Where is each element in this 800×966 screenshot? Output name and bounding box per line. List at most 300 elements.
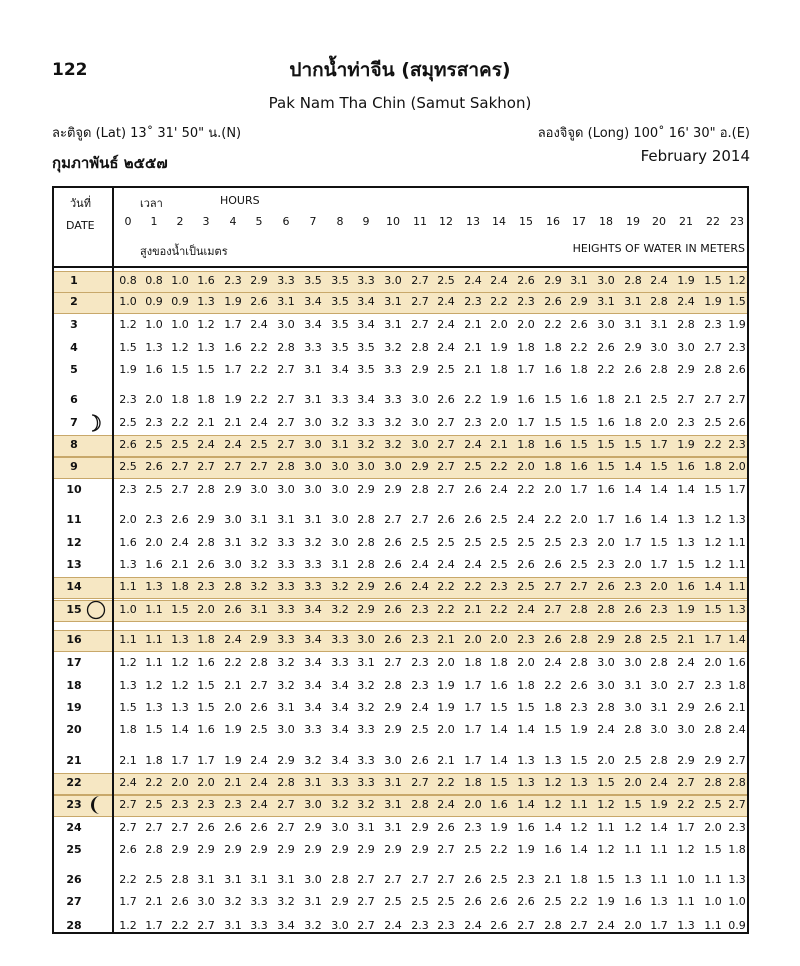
date-cell: 10 xyxy=(66,483,82,496)
height-cell: 2.5 xyxy=(650,393,668,406)
height-cell: 2.5 xyxy=(145,438,163,451)
height-cell: 1.5 xyxy=(704,843,722,856)
height-cell: 3.2 xyxy=(277,895,295,908)
height-cell: 2.8 xyxy=(704,776,722,789)
height-cell: 1.6 xyxy=(544,843,562,856)
hour-label: 14 xyxy=(492,215,506,228)
height-cell: 1.7 xyxy=(677,821,695,834)
height-cell: 2.0 xyxy=(704,656,722,669)
height-cell: 1.7 xyxy=(517,416,535,429)
height-cell: 1.5 xyxy=(171,603,189,616)
height-cell: 2.9 xyxy=(357,843,375,856)
height-cell: 2.3 xyxy=(145,416,163,429)
height-cell: 1.5 xyxy=(119,341,137,354)
height-cell: 1.2 xyxy=(597,843,615,856)
height-cell: 3.4 xyxy=(357,318,375,331)
height-cell: 3.4 xyxy=(331,679,349,692)
height-cell: 2.1 xyxy=(464,318,482,331)
height-cell: 1.6 xyxy=(597,483,615,496)
height-cell: 1.3 xyxy=(570,776,588,789)
height-cell: 1.9 xyxy=(517,843,535,856)
height-cell: 2.1 xyxy=(464,363,482,376)
height-cell: 2.2 xyxy=(490,603,508,616)
height-cell: 1.5 xyxy=(570,754,588,767)
height-cell: 2.3 xyxy=(464,821,482,834)
height-cell: 2.8 xyxy=(570,603,588,616)
height-cell: 2.4 xyxy=(250,318,268,331)
height-cell: 1.9 xyxy=(437,701,455,714)
height-cell: 2.6 xyxy=(411,754,429,767)
height-cell: 2.4 xyxy=(490,483,508,496)
height-cell: 1.3 xyxy=(197,295,215,308)
height-cell: 2.3 xyxy=(119,483,137,496)
height-cell: 2.3 xyxy=(197,580,215,593)
height-cell: 3.4 xyxy=(331,701,349,714)
height-cell: 2.5 xyxy=(570,558,588,571)
height-cell: 3.0 xyxy=(224,513,242,526)
height-cell: 1.0 xyxy=(119,603,137,616)
height-cell: 1.6 xyxy=(490,798,508,811)
date-cell: 4 xyxy=(70,341,78,354)
height-cell: 1.8 xyxy=(197,393,215,406)
height-cell: 1.5 xyxy=(197,363,215,376)
height-cell: 2.1 xyxy=(224,416,242,429)
height-cell: 1.5 xyxy=(624,798,642,811)
height-cell: 3.2 xyxy=(331,416,349,429)
table-frame xyxy=(52,186,749,934)
date-cell: 5 xyxy=(70,363,78,376)
height-cell: 2.0 xyxy=(171,776,189,789)
height-cell: 2.5 xyxy=(250,723,268,736)
height-cell: 3.3 xyxy=(331,633,349,646)
height-cell: 2.2 xyxy=(677,798,695,811)
height-cell: 2.4 xyxy=(464,438,482,451)
height-cell: 1.8 xyxy=(171,393,189,406)
height-cell: 3.4 xyxy=(331,363,349,376)
height-cell: 2.6 xyxy=(384,603,402,616)
height-cell: 3.3 xyxy=(304,341,322,354)
height-cell: 1.0 xyxy=(704,895,722,908)
height-cell: 2.5 xyxy=(464,843,482,856)
height-cell: 2.7 xyxy=(544,603,562,616)
height-cell: 3.5 xyxy=(304,274,322,287)
height-cell: 2.3 xyxy=(224,274,242,287)
hour-label: 19 xyxy=(626,215,640,228)
height-cell: 3.0 xyxy=(650,723,668,736)
height-cell: 2.9 xyxy=(677,701,695,714)
height-cell: 2.9 xyxy=(331,843,349,856)
height-cell: 2.9 xyxy=(597,633,615,646)
height-cell: 2.8 xyxy=(145,843,163,856)
height-cell: 3.3 xyxy=(357,274,375,287)
month-thai: กุมภาพันธ์ ๒๕๕๗ xyxy=(52,154,168,172)
height-cell: 2.6 xyxy=(464,873,482,886)
height-cell: 2.5 xyxy=(464,536,482,549)
height-cell: 1.6 xyxy=(517,393,535,406)
height-cell: 1.7 xyxy=(119,895,137,908)
height-cell: 1.3 xyxy=(197,341,215,354)
latitude-label: ละติจูด (Lat) 13˚ 31' 50" น.(N) xyxy=(52,126,242,141)
height-cell: 2.9 xyxy=(331,895,349,908)
height-cell: 1.9 xyxy=(677,274,695,287)
height-cell: 3.3 xyxy=(277,536,295,549)
height-cell: 2.6 xyxy=(197,558,215,571)
height-cell: 2.4 xyxy=(437,318,455,331)
height-cell: 2.2 xyxy=(544,513,562,526)
height-cell: 1.9 xyxy=(677,603,695,616)
date-cell: 21 xyxy=(66,754,82,767)
height-cell: 1.4 xyxy=(570,843,588,856)
hour-label: 9 xyxy=(362,215,370,228)
height-cell: 1.4 xyxy=(544,821,562,834)
height-cell: 1.5 xyxy=(544,723,562,736)
height-cell: 3.1 xyxy=(650,318,668,331)
height-cell: 3.1 xyxy=(384,798,402,811)
height-cell: 2.5 xyxy=(490,558,508,571)
height-cell: 1.8 xyxy=(490,656,508,669)
height-cell: 1.3 xyxy=(728,873,746,886)
height-cell: 1.3 xyxy=(624,873,642,886)
height-cell: 3.2 xyxy=(357,679,375,692)
height-cell: 1.6 xyxy=(197,723,215,736)
height-cell: 3.4 xyxy=(331,723,349,736)
height-cell: 3.0 xyxy=(331,536,349,549)
height-cell: 2.8 xyxy=(624,633,642,646)
height-cell: 2.7 xyxy=(145,821,163,834)
height-cell: 2.3 xyxy=(464,295,482,308)
height-cell: 2.4 xyxy=(597,723,615,736)
height-cell: 2.8 xyxy=(677,318,695,331)
height-cell: 3.4 xyxy=(304,318,322,331)
height-cell: 3.1 xyxy=(250,603,268,616)
height-cell: 2.6 xyxy=(544,633,562,646)
height-cell: 3.0 xyxy=(357,460,375,473)
height-cell: 3.4 xyxy=(357,295,375,308)
height-cell: 2.7 xyxy=(357,895,375,908)
height-cell: 2.3 xyxy=(197,798,215,811)
height-cell: 2.7 xyxy=(411,873,429,886)
height-cell: 1.5 xyxy=(570,416,588,429)
height-cell: 3.3 xyxy=(277,633,295,646)
height-cell: 1.3 xyxy=(544,754,562,767)
height-cell: 1.7 xyxy=(224,363,242,376)
height-cell: 2.7 xyxy=(411,513,429,526)
height-cell: 1.8 xyxy=(119,723,137,736)
height-cell: 1.5 xyxy=(650,460,668,473)
height-cell: 2.8 xyxy=(650,363,668,376)
height-cell: 1.2 xyxy=(570,821,588,834)
height-cell: 2.6 xyxy=(119,438,137,451)
height-cell: 2.0 xyxy=(437,723,455,736)
height-cell: 1.7 xyxy=(704,633,722,646)
height-cell: 3.5 xyxy=(357,363,375,376)
height-cell: 2.0 xyxy=(145,536,163,549)
height-cell: 2.4 xyxy=(250,776,268,789)
height-cell: 2.4 xyxy=(437,341,455,354)
height-cell: 2.6 xyxy=(597,341,615,354)
height-cell: 1.8 xyxy=(145,754,163,767)
height-cell: 2.5 xyxy=(490,873,508,886)
height-cell: 2.9 xyxy=(277,843,295,856)
height-cell: 2.4 xyxy=(464,558,482,571)
height-cell: 3.1 xyxy=(384,318,402,331)
height-cell: 1.9 xyxy=(597,895,615,908)
month-english: February 2014 xyxy=(640,147,750,165)
date-cell: 1 xyxy=(70,274,78,287)
height-cell: 3.2 xyxy=(224,895,242,908)
height-cell: 1.7 xyxy=(650,919,668,932)
height-cell: 2.1 xyxy=(171,558,189,571)
height-cell: 1.6 xyxy=(677,460,695,473)
height-cell: 2.1 xyxy=(145,895,163,908)
height-cell: 2.5 xyxy=(171,438,189,451)
height-cell: 2.6 xyxy=(224,821,242,834)
height-cell: 3.4 xyxy=(304,701,322,714)
height-cell: 1.1 xyxy=(624,843,642,856)
height-cell: 3.2 xyxy=(384,341,402,354)
height-cell: 2.9 xyxy=(384,723,402,736)
height-cell: 3.1 xyxy=(277,873,295,886)
height-cell: 3.3 xyxy=(277,558,295,571)
height-cell: 3.0 xyxy=(597,318,615,331)
height-cell: 2.3 xyxy=(728,341,746,354)
height-cell: 1.9 xyxy=(570,723,588,736)
height-cell: 2.7 xyxy=(411,776,429,789)
height-cell: 3.0 xyxy=(331,460,349,473)
date-cell: 11 xyxy=(66,513,82,526)
height-cell: 2.0 xyxy=(624,776,642,789)
height-cell: 1.2 xyxy=(544,798,562,811)
height-cell: 2.2 xyxy=(490,460,508,473)
height-cell: 1.5 xyxy=(490,776,508,789)
height-cell: 1.6 xyxy=(570,393,588,406)
height-cell: 0.8 xyxy=(119,274,137,287)
height-cell: 2.2 xyxy=(464,580,482,593)
height-cell: 3.1 xyxy=(224,919,242,932)
height-cell: 1.7 xyxy=(570,483,588,496)
height-cell: 1.5 xyxy=(145,723,163,736)
height-cell: 2.4 xyxy=(490,274,508,287)
height-cell: 2.6 xyxy=(517,274,535,287)
height-cell: 1.2 xyxy=(704,513,722,526)
height-cell: 1.5 xyxy=(597,438,615,451)
station-title-english: Pak Nam Tha Chin (Samut Sakhon) xyxy=(268,94,532,112)
height-cell: 2.9 xyxy=(357,580,375,593)
height-cell: 2.6 xyxy=(119,843,137,856)
height-cell: 1.6 xyxy=(517,821,535,834)
height-cell: 1.7 xyxy=(650,558,668,571)
height-cell: 3.3 xyxy=(384,363,402,376)
height-cell: 2.7 xyxy=(437,438,455,451)
date-cell: 8 xyxy=(70,438,78,451)
height-cell: 2.7 xyxy=(277,416,295,429)
height-cell: 2.6 xyxy=(517,558,535,571)
height-cell: 2.5 xyxy=(250,438,268,451)
height-cell: 2.7 xyxy=(411,274,429,287)
height-cell: 1.1 xyxy=(145,603,163,616)
height-cell: 2.6 xyxy=(490,895,508,908)
height-cell: 2.2 xyxy=(437,776,455,789)
height-cell: 2.7 xyxy=(570,919,588,932)
date-cell: 9 xyxy=(70,460,78,473)
height-cell: 2.6 xyxy=(384,633,402,646)
height-cell: 1.5 xyxy=(570,438,588,451)
height-cell: 3.1 xyxy=(224,873,242,886)
height-cell: 3.0 xyxy=(384,274,402,287)
height-cell: 1.2 xyxy=(145,679,163,692)
height-cell: 2.6 xyxy=(145,460,163,473)
height-cell: 2.1 xyxy=(224,679,242,692)
height-cell: 2.6 xyxy=(464,513,482,526)
height-cell: 2.4 xyxy=(650,274,668,287)
height-cell: 1.9 xyxy=(224,754,242,767)
height-cell: 2.8 xyxy=(384,679,402,692)
height-cell: 2.3 xyxy=(704,679,722,692)
height-cell: 2.2 xyxy=(570,341,588,354)
height-cell: 3.0 xyxy=(597,679,615,692)
height-cell: 2.6 xyxy=(437,821,455,834)
date-cell: 13 xyxy=(66,558,82,571)
height-cell: 2.8 xyxy=(357,558,375,571)
height-cell: 2.3 xyxy=(597,558,615,571)
height-cell: 0.9 xyxy=(145,295,163,308)
height-cell: 2.8 xyxy=(624,274,642,287)
height-cell: 3.5 xyxy=(331,274,349,287)
height-cell: 2.4 xyxy=(224,438,242,451)
height-cell: 2.0 xyxy=(728,460,746,473)
height-cell: 3.2 xyxy=(384,416,402,429)
height-cell: 2.5 xyxy=(544,536,562,549)
height-cell: 2.7 xyxy=(171,460,189,473)
height-cell: 1.0 xyxy=(171,318,189,331)
height-cell: 1.0 xyxy=(677,873,695,886)
height-cell: 2.7 xyxy=(197,460,215,473)
hour-label: 16 xyxy=(546,215,560,228)
height-cell: 2.2 xyxy=(597,363,615,376)
height-cell: 2.5 xyxy=(544,895,562,908)
height-cell: 3.0 xyxy=(384,754,402,767)
height-cell: 3.1 xyxy=(384,776,402,789)
height-cell: 1.8 xyxy=(570,873,588,886)
height-cell: 1.2 xyxy=(119,318,137,331)
height-cell: 1.2 xyxy=(704,536,722,549)
height-cell: 3.1 xyxy=(624,295,642,308)
height-cell: 2.8 xyxy=(704,723,722,736)
height-cell: 2.7 xyxy=(384,656,402,669)
height-cell: 1.1 xyxy=(119,580,137,593)
height-cell: 3.0 xyxy=(650,341,668,354)
height-cell: 2.0 xyxy=(517,460,535,473)
height-cell: 2.9 xyxy=(411,460,429,473)
height-cell: 1.8 xyxy=(517,341,535,354)
height-cell: 1.6 xyxy=(197,656,215,669)
height-cell: 2.8 xyxy=(650,295,668,308)
height-cell: 2.5 xyxy=(704,416,722,429)
hours-label: HOURS xyxy=(220,194,260,207)
height-cell: 2.4 xyxy=(544,656,562,669)
height-cell: 0.8 xyxy=(145,274,163,287)
height-cell: 1.6 xyxy=(145,558,163,571)
height-cell: 2.8 xyxy=(411,483,429,496)
height-cell: 2.5 xyxy=(437,363,455,376)
height-cell: 3.1 xyxy=(624,679,642,692)
height-cell: 3.3 xyxy=(357,754,375,767)
height-cell: 2.5 xyxy=(650,633,668,646)
date-label-thai: วันที่ xyxy=(70,197,91,210)
height-cell: 1.1 xyxy=(728,580,746,593)
height-cell: 2.1 xyxy=(624,393,642,406)
height-cell: 2.7 xyxy=(250,679,268,692)
height-cell: 3.0 xyxy=(250,483,268,496)
height-cell: 3.3 xyxy=(331,656,349,669)
height-cell: 2.7 xyxy=(437,843,455,856)
height-cell: 1.4 xyxy=(624,483,642,496)
height-cell: 2.9 xyxy=(197,843,215,856)
height-cell: 2.7 xyxy=(171,483,189,496)
height-cell: 1.4 xyxy=(490,723,508,736)
height-cell: 3.5 xyxy=(357,341,375,354)
height-cell: 1.7 xyxy=(517,363,535,376)
height-cell: 2.4 xyxy=(411,701,429,714)
height-cell: 2.7 xyxy=(224,460,242,473)
height-cell: 2.6 xyxy=(171,513,189,526)
hour-label: 2 xyxy=(176,215,184,228)
height-cell: 2.8 xyxy=(570,656,588,669)
height-cell: 1.3 xyxy=(119,558,137,571)
height-cell: 2.6 xyxy=(570,318,588,331)
height-cell: 2.7 xyxy=(277,798,295,811)
height-cell: 3.1 xyxy=(597,295,615,308)
height-cell: 2.5 xyxy=(437,274,455,287)
height-cell: 1.8 xyxy=(517,679,535,692)
height-cell: 1.4 xyxy=(517,798,535,811)
height-cell: 2.5 xyxy=(119,460,137,473)
height-cell: 2.8 xyxy=(250,656,268,669)
height-cell: 2.8 xyxy=(171,873,189,886)
height-cell: 1.9 xyxy=(224,723,242,736)
height-cell: 2.3 xyxy=(411,679,429,692)
height-cell: 2.9 xyxy=(357,483,375,496)
height-cell: 2.9 xyxy=(250,274,268,287)
height-cell: 2.3 xyxy=(728,821,746,834)
height-cell: 2.8 xyxy=(704,363,722,376)
height-cell: 0.9 xyxy=(728,919,746,932)
hour-label: 21 xyxy=(679,215,693,228)
height-cell: 3.1 xyxy=(277,295,295,308)
height-cell: 3.3 xyxy=(331,776,349,789)
height-cell: 3.1 xyxy=(384,295,402,308)
height-cell: 2.4 xyxy=(171,536,189,549)
height-cell: 2.6 xyxy=(464,483,482,496)
height-cell: 2.9 xyxy=(384,483,402,496)
height-cell: 2.3 xyxy=(704,318,722,331)
height-cell: 2.2 xyxy=(490,295,508,308)
height-cell: 1.4 xyxy=(650,821,668,834)
height-cell: 3.2 xyxy=(304,919,322,932)
height-cell: 2.5 xyxy=(490,536,508,549)
height-cell: 2.5 xyxy=(384,895,402,908)
height-cell: 2.3 xyxy=(728,438,746,451)
height-cell: 2.9 xyxy=(224,483,242,496)
height-cell: 2.1 xyxy=(464,341,482,354)
hour-label: 3 xyxy=(202,215,210,228)
height-cell: 1.1 xyxy=(145,656,163,669)
hour-label: 5 xyxy=(255,215,263,228)
height-cell: 2.7 xyxy=(277,438,295,451)
height-cell: 1.3 xyxy=(119,679,137,692)
height-cell: 3.3 xyxy=(304,723,322,736)
height-cell: 3.0 xyxy=(331,483,349,496)
